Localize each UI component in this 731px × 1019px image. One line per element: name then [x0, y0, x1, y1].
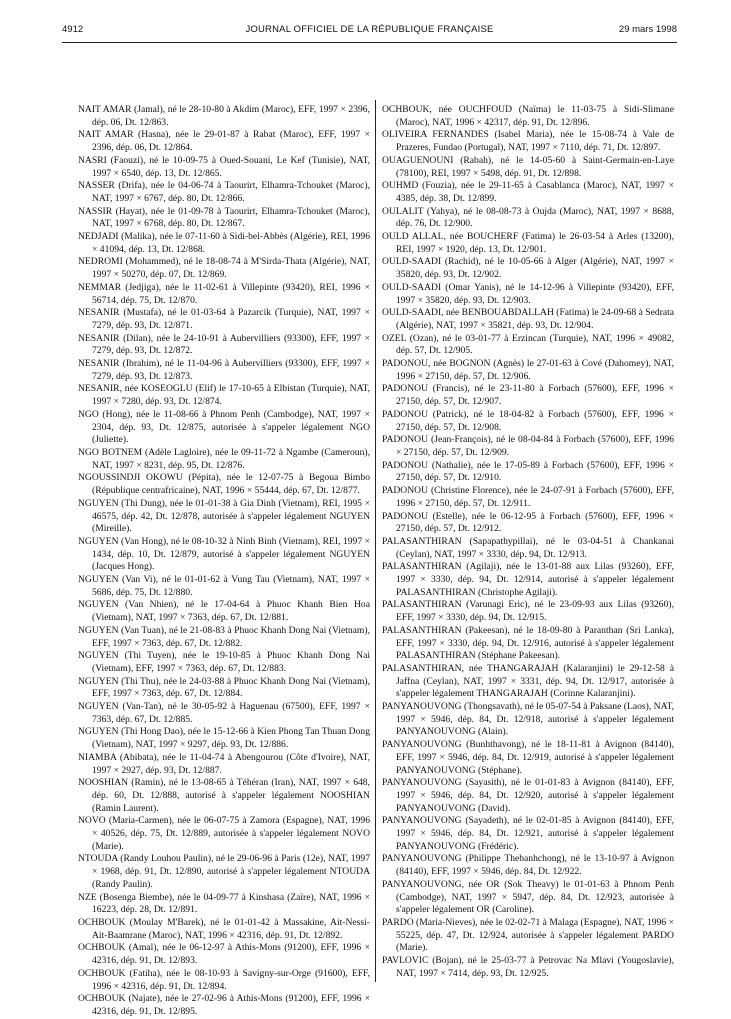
column-divider — [375, 100, 376, 982]
register-entry: OLIVEIRA FERNANDES (Isabel Maria), née le 15-08-74 à Vale de Prazeres, Fundao (Portugal), NAT, 1997 × 7110, dép. 71, Dt. 12/897. — [382, 129, 674, 154]
register-entry: NGUYEN (Van-Tan), né le 30-05-92 à Haguenau (67500), EFF, 1997 × 7363, dép. 67, Dt. 12/885. — [78, 701, 370, 725]
register-entry: PADONOU (Estelle), née le 06-12-95 à Forbach (57600), EFF, 1996 × 27150, dép. 57, Dt. 12/912. — [382, 510, 674, 535]
register-entry: NGUYEN (Van Vi), né le 01-01-62 à Vung Tau (Vietnam), NAT, 1997 × 5686, dép. 75, Dt. 12/880. — [78, 574, 370, 598]
register-entry: PADONOU (Jean-François), né le 08-04-84 à Forbach (57600), EFF, 1996 × 27150, dép. 57, Dt. 12/909. — [382, 434, 674, 458]
register-entry: PARDO (Maria-Nieves), née le 02-02-71 à Malaga (Espagne), NAT, 1996 × 55225, dép. 47, Dt. 12/924, autorisée à s'appeler légalement PARDO (Marie). — [382, 917, 674, 954]
register-entry: OZEL (Ozan), né le 03-01-77 à Erzincan (Turquie), NAT, 1996 × 49082, dép. 57, Dt. 12/905. — [382, 332, 674, 357]
register-entry: NEDJADI (Malika), née le 07-11-60 à Sidi-bel-Abbès (Algérie), REI, 1996 × 41094, dép. 13, Dt. 12/868. — [78, 231, 370, 255]
register-entry: PANYANOUVONG (Sayadeth), né le 02-01-85 à Avignon (84140), EFF, 1997 × 5946, dép. 84, Dt. 12/921, autorisé à s'appeler légalement PANYANOUVONG (Frédéric). — [382, 815, 674, 852]
register-entry: NESANIR (Ibrahim), né le 11-04-96 à Aubervilliers (93300), EFF, 1997 × 7279, dép. 93, Dt. 12/873. — [78, 358, 370, 382]
register-entry: NEMMAR (Jedjiga), née le 11-02-61 à Villepinte (93420), REI, 1996 × 56714, dép. 75, Dt. 12/870. — [78, 281, 370, 306]
register-entry: NESANIR (Mustafa), né le 01-03-64 à Pazarcik (Turquie), NAT, 1997 × 7279, dép. 93, Dt. 12/871. — [78, 307, 370, 331]
register-entry: NOVO (Maria-Carmen), née le 06-07-75 à Zamora (Espagne), NAT, 1996 × 40526, dép. 75, Dt. 12/889, autorisée à s'appeler légalement NOVO (Marie). — [78, 815, 370, 852]
register-entry: OULD-SAADI (Omar Yanis), né le 14-12-96 à Villepinte (93420), EFF, 1997 × 35820, dép. 93, Dt. 12/903. — [382, 281, 674, 306]
register-entry: NAIT AMAR (Jamal), né le 28-10-80 à Akdim (Maroc), EFF, 1997 × 2396, dép. 06, Dt. 12/863. — [78, 104, 370, 128]
register-entry: OULD-SAADI, née BENBOUABDALLAH (Fatima) le 24-09-68 à Sedrata (Algérie), NAT, 1997 × 35821, dép. 93, Dt. 12/904. — [382, 307, 675, 331]
register-entry: NASRI (Faouzi), né le 10-09-75 à Oued-Souani, Le Kef (Tunisie), NAT, 1997 × 6540, dép. 13, Dt. 12/865. — [78, 154, 370, 179]
register-entry: OULALIT (Yahya), né le 08-08-73 à Oujda (Maroc), NAT, 1997 × 8688, dép. 76, Dt. 12/900. — [382, 205, 674, 230]
register-entry: PALASANTHIRAN (Sapapathypillai), né le 03-04-51 à Chankanai (Ceylan), NAT, 1997 × 3330, dép. 94, Dt. 12/913. — [382, 535, 674, 560]
register-entry: PANYANOUVONG (Bunhthavong), né le 18-11-81 à Avignon (84140), EFF, 1997 × 5946, dép. 84, Dt. 12/919, autorisé à s'appeler légalement PANYANOUVONG (Stéphane). — [382, 739, 674, 776]
register-entry: OCHBOUK, née OUCHFOUD (Naïma) le 11-03-75 à Sidi-Slimane (Maroc), NAT, 1996 × 42317, dép. 91, Dt. 12/896. — [382, 104, 674, 128]
register-entry: NIAMBA (Abibata), née le 11-04-74 à Abengourou (Côte d'Ivoire), NAT, 1997 × 2927, dép. 93, Dt. 12/887. — [78, 751, 370, 776]
page-header — [62, 24, 677, 40]
register-entry: PADONOU (Francis), né le 23-11-80 à Forbach (57600), EFF, 1996 × 27150, dép. 57, Dt. 12/907. — [382, 383, 674, 408]
register-entry: NASSIR (Hayat), née le 01-09-78 à Taourirt, Elhamra-Tchouket (Maroc), NAT, 1997 × 6768, dép. 80, Dt. 12/867. — [78, 205, 370, 230]
register-entry: PADONOU (Nathalie), née le 17-05-89 à Forbach (57600), EFF, 1996 × 27150, dép. 57, Dt. 12/910. — [382, 459, 674, 484]
register-entry: NGUYEN (Van Nhien), né le 17-04-64 à Phuoc Khanh Bien Hoa (Vietnam), NAT, 1997 × 7363, dép. 67, Dt. 12/881. — [78, 599, 370, 624]
register-entry: PADONOU, née BOGNON (Agnès) le 27-01-63 à Cové (Dahomey), NAT, 1996 × 27150, dép. 57, Dt. 12/906. — [382, 358, 674, 382]
register-entry: NEDROMI (Mohammed), né le 18-08-74 à M'Sirda-Thata (Algérie), NAT, 1997 × 50270, dép. 07, Dt. 12/869. — [78, 256, 370, 281]
register-entry: NGUYEN (Van Tuan), né le 21-08-83 à Phuoc Khanh Dong Nai (Vietnam), EFF, 1997 × 7363, dép. 67, Dt. 12/882. — [78, 624, 370, 649]
register-entry: PANYANOUVONG (Thongsavath), né le 05-07-54 à Paksane (Laos), NAT, 1997 × 5946, dép. 84, Dt. 12/918, autorisé à s'appeler légalement PANYANOUVONG (Alain). — [382, 701, 674, 738]
register-entry: NOOSHIAN (Ramin), né le 13-08-65 à Téhéran (Iran), NAT, 1997 × 648, dép. 60, Dt. 12/888, autorisé à s'appeler légalement NOOSHIAN (Ramin Laurent). — [78, 777, 370, 814]
register-entry: NZE (Bosenga Biembe), née le 04-09-77 à Kinshasa (Zaïre), NAT, 1996 × 16223, dép. 28, Dt. 12/891. — [78, 891, 370, 916]
register-entry: NGO BOTNEM (Adèle Lagloire), née le 09-11-72 à Ngambe (Cameroun), NAT, 1997 × 8231, dép. 95, Dt. 12/876. — [78, 446, 370, 471]
register-entry: OUHMD (Fouzia), née le 29-11-65 à Casablanca (Maroc), NAT, 1997 × 4385, dép. 38, Dt. 12/899. — [382, 180, 674, 204]
register-entry: PAVLOVIC (Bojan), né le 25-03-77 à Petrovac Na Mlavi (Yougoslavie), NAT, 1997 × 7414, dép. 93, Dt. 12/925. — [382, 955, 674, 979]
register-entry: NAIT AMAR (Hasna), née le 29-01-87 à Rabat (Maroc), EFF, 1997 × 2396, dép. 06, Dt. 12/864. — [78, 129, 370, 154]
register-entry: PALASANTHIRAN (Pakeesan), né le 18-09-80 à Paranthan (Sri Lanka), EFF, 1997 × 3330, dép. 94, Dt. 12/916, autorisé à s'appeler légalement PALASANTHIRAN (Stéphane Pakeesan). — [382, 624, 674, 662]
register-entry: NGO (Hong), née le 11-08-66 à Phnom Penh (Cambodge), NAT, 1997 × 2304, dép. 93, Dt. 12/875, autorisée à s'appeler légalement NGO (Juliette). — [78, 408, 370, 446]
register-entry: NASSER (Drifa), née le 04-06-74 à Taourirt, Elhamra-Tchouket (Maroc), NAT, 1997 × 6767, dép. 80, Dt. 12/866. — [78, 180, 370, 204]
register-entry: OULD-SAADI (Rachid), né le 10-05-66 à Alger (Algérie), NAT, 1997 × 35820, dép. 93, Dt. 12/902. — [382, 256, 674, 281]
page-number: 4912 — [62, 24, 84, 35]
register-entry: PANYANOUVONG, née OR (Sok Theavy) le 01-01-63 à Phnom Penh (Cambodge), NAT, 1997 × 5947, dép. 84, Dt. 12/923, autorisée à s'appeler légalement OR (Caroline). — [382, 878, 674, 916]
register-entry: PANYANOUVONG (Sayasith), né le 01-01-83 à Avignon (84140), EFF, 1997 × 5946, dép. 84, Dt. 12/920, autorisé à s'appeler légalement PANYANOUVONG (David). — [382, 777, 674, 814]
register-entry: OCHBOUK (Fatiha), née le 08-10-93 à Savigny-sur-Orge (91600), EFF, 1996 × 42316, dép. 91, Dt. 12/894. — [78, 967, 370, 992]
publication-date: 29 mars 1998 — [618, 24, 677, 35]
left-column — [78, 104, 370, 1019]
register-entry: NGUYEN (Van Hong), né le 08-10-32 à Ninh Binh (Vietnam), REI, 1997 × 1434, dép. 10, Dt. 12/879, autorisé à s'appeler légalement NGUYEN (Jacques Hong). — [78, 535, 370, 573]
register-entry: PALASANTHIRAN (Varunagi Eric), né le 23-09-93 aux Lilas (93260), EFF, 1997 × 3330, dép. 94, Dt. 12/915. — [382, 599, 674, 624]
register-entry: OUAGUENOUNI (Rabah), né le 14-05-60 à Saint-Germain-en-Laye (78100), REI, 1997 × 5498, dép. 91, Dt. 12/898. — [382, 154, 674, 179]
register-entry: NESANIR (Dilan), née le 24-10-91 à Aubervilliers (93300), EFF, 1997 × 7279, dép. 93, Dt. 12/872. — [78, 332, 370, 357]
register-entry: NGUYEN (Thi Dung), née le 01-01-38 à Gia Dinh (Vietnam), REI, 1995 × 46575, dép. 42, Dt. 12/878, autorisée à s'appeler légalement NGUYEN (Mireille). — [78, 497, 370, 535]
register-entry: NESANIR, née KOSEOGLU (Elif) le 17-10-65 à Elbistan (Turquie), NAT, 1997 × 7280, dép. 93, Dt. 12/874. — [78, 383, 370, 408]
register-entry: NGUYEN (Thi Hong Dao), née le 15-12-66 à Kien Phong Tan Thuan Dong (Vietnam), NAT, 1997 × 9297, dép. 93, Dt. 12/886. — [78, 726, 370, 751]
register-entry: PADONOU (Patrick), né le 18-04-82 à Forbach (57600), EFF, 1996 × 27150, dép. 57, Dt. 12/908. — [382, 408, 674, 433]
header-rule — [62, 42, 677, 43]
register-entry: NGUYEN (Thi Tuyen), née le 19-10-85 à Phuoc Khanh Dong Nai (Vietnam), EFF, 1997 × 7363, dép. 67, Dt. 12/883. — [78, 650, 370, 674]
register-entry: NTOUDA (Randy Louhou Paulin), né le 29-06-96 à Paris (12e), NAT, 1997 × 1968, dép. 91, Dt. 12/890, autorisé à s'appeler légalement NTOUDA (Randy Paulin). — [78, 853, 370, 890]
register-entry: NGOUSSINDJI OKOWU (Pépita), née le 12-07-75 à Begoua Bimbo (République centrafricaine), NAT, 1996 × 55444, dép. 67, Dt. 12/877. — [78, 472, 370, 497]
register-entry: PADONOU (Christine Florence), née le 24-07-91 à Forbach (57600), EFF, 1996 × 27150, dép. 57, Dt. 12/911. — [382, 485, 674, 509]
register-entry: OCHBOUK (Moulay M'Barek), né le 01-01-42 à Massakine, Ait-Nessi-Ait-Baamrane (Maroc), NAT, 1996 × 42316, dép. 91, Dt. 12/892. — [78, 917, 370, 941]
register-entry: OULD ALLAL, née BOUCHERF (Fatima) le 26-03-54 à Arles (13200), REI, 1997 × 1920, dép. 13, Dt. 12/901. — [382, 231, 674, 255]
register-entry: OCHBOUK (Amal), née le 06-12-97 à Athis-Mons (91200), EFF, 1996 × 42316, dép. 91, Dt. 12/893. — [78, 942, 370, 967]
register-entry: PALASANTHIRAN, née THANGARAJAH (Kalaranjini) le 29-12-58 à Jaffna (Ceylan), NAT, 1997 × 3331, dép. 94, Dt. 12/917, autorisée à s'appeler légalement THANGARAJAH (Corinne Kalaranjini). — [382, 662, 674, 700]
register-entry: PALASANTHIRAN (Agilaji), née le 13-01-88 aux Lilas (93260), EFF, 1997 × 3330, dép. 94, Dt. 12/914, autorisé à s'appeler légalement PALASANTHIRAN (Christophe Agilaji). — [382, 561, 674, 598]
right-column — [382, 104, 674, 981]
journal-title: JOURNAL OFFICIEL DE LA RÉPUBLIQUE FRANÇAISE — [245, 24, 494, 35]
register-entry: OCHBOUK (Najate), née le 27-02-96 à Athis-Mons (91200), EFF, 1996 × 42316, dép. 91, Dt. 12/895. — [78, 993, 370, 1017]
register-entry: NGUYEN (Thi Thu), née le 24-03-88 à Phuoc Khanh Dong Nai (Vietnam), EFF, 1997 × 7363, dép. 67, Dt. 12/884. — [78, 675, 370, 700]
register-entry: PANYANOUVONG (Philippe Thebanhchong), né le 13-10-97 à Avignon (84140), EFF, 1997 × 5946, dép. 84, Dt. 12/922. — [382, 853, 674, 878]
